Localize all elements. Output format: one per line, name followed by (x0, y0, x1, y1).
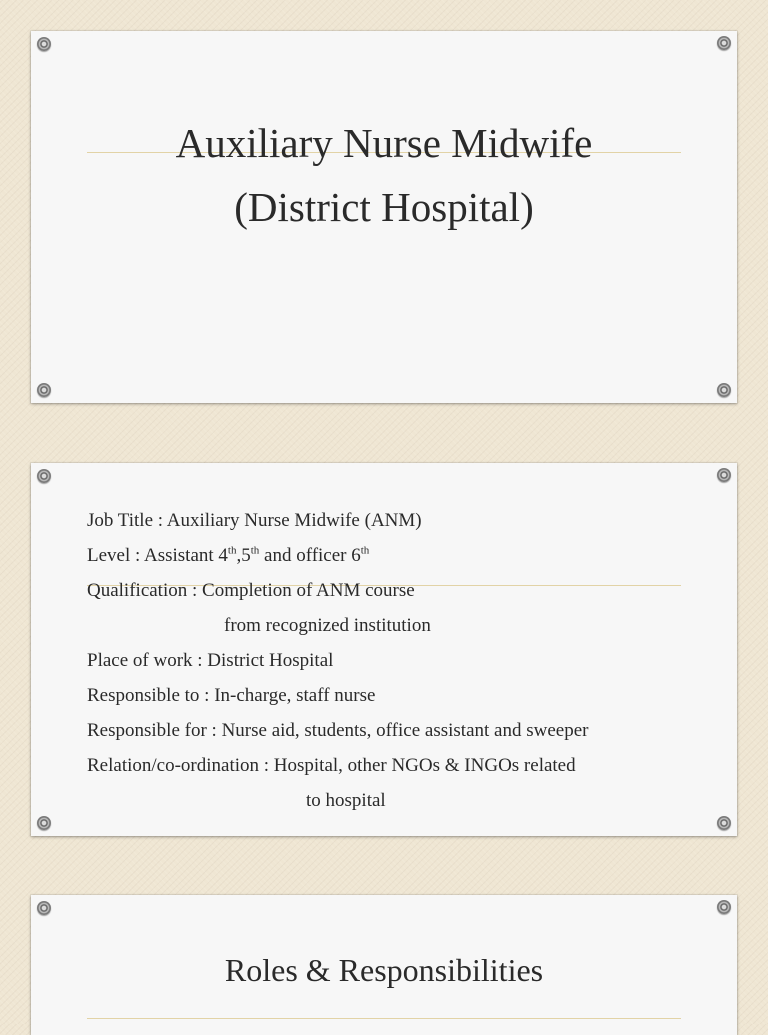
pin-icon (717, 36, 731, 50)
level-line: Level : Assistant 4th,5th and officer 6th (87, 544, 370, 566)
title-line-1: Auxiliary Nurse Midwife (175, 120, 593, 166)
pin-icon (37, 816, 51, 830)
divider-line (87, 1018, 681, 1019)
slide-heading (31, 111, 737, 239)
slide-heading: Roles & Responsibilities (224, 952, 544, 988)
pin-icon (37, 469, 51, 483)
pin-icon (37, 383, 51, 397)
pin-icon (717, 816, 731, 830)
slide-title[interactable] (31, 31, 737, 403)
pin-icon (37, 37, 51, 51)
place-of-work-line: Place of work : District Hospital (87, 650, 334, 671)
qualification-continuation: from recognized institution (224, 615, 431, 636)
slide-job-details[interactable] (31, 463, 737, 836)
pin-icon (717, 900, 731, 914)
pin-icon (37, 901, 51, 915)
relation-line: Relation/co-ordination : Hospital, other NGOs & INGOs related (87, 755, 576, 776)
responsible-to-line: Responsible to : In-charge, staff nurse (87, 685, 376, 706)
title-line-2: (District Hospital) (234, 184, 534, 230)
relation-continuation: to hospital (306, 790, 386, 811)
pin-icon (717, 468, 731, 482)
responsible-for-line: Responsible for : Nurse aid, students, office assistant and sweeper (87, 720, 589, 741)
qualification-line: Qualification : Completion of ANM course (87, 580, 415, 601)
job-title-line: Job Title : Auxiliary Nurse Midwife (ANM) (87, 510, 422, 531)
pin-icon (717, 383, 731, 397)
slide-roles[interactable] (31, 895, 737, 1035)
job-details-text (87, 503, 707, 818)
